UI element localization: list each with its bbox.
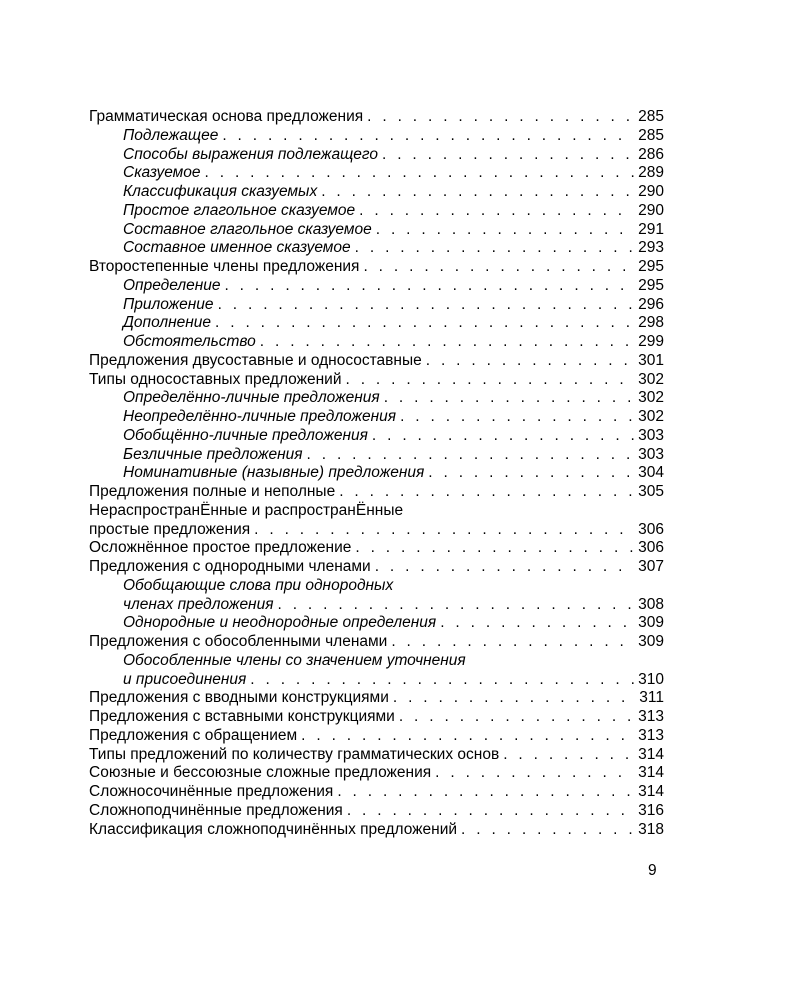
toc-entry-page: 302 xyxy=(638,370,664,388)
toc-entry-title-line1: Обособленные члены со значением уточнения xyxy=(123,651,466,669)
toc-entry-page: 307 xyxy=(638,558,664,575)
toc-entry xyxy=(89,727,664,746)
dot-leader xyxy=(278,596,635,615)
toc-entry-title: Сложносочинённые предложения xyxy=(89,783,334,800)
toc-entry-title: Дополнение xyxy=(123,314,212,332)
toc-entry-page: 314 xyxy=(638,783,664,800)
toc-entry-page: 313 xyxy=(638,708,664,725)
toc-entry-page: 313 xyxy=(638,726,664,744)
toc-entry-page: 309 xyxy=(638,614,664,632)
toc-entry-title: Сказуемое xyxy=(123,164,201,182)
toc-entry-page: 303 xyxy=(638,426,664,444)
toc-entry-page: 285 xyxy=(638,126,664,144)
toc-entry-title: Безличные предложения xyxy=(123,445,303,463)
toc-entry-page: 290 xyxy=(638,201,664,219)
toc-entry-title: Предложения двусоставные и односоставные xyxy=(89,351,422,369)
dot-leader xyxy=(250,671,634,690)
dot-leader xyxy=(503,746,634,765)
toc-entry-title: Приложение xyxy=(123,295,214,313)
toc-entry-title: Неопределённо-личные предложения xyxy=(123,408,397,425)
toc-entry xyxy=(89,108,664,127)
toc-entry-title: Классификация сказуемых xyxy=(123,183,318,200)
dot-leader xyxy=(391,633,634,652)
toc-entry xyxy=(89,427,664,446)
toc-entry xyxy=(89,783,664,802)
toc-entry-page: 305 xyxy=(638,483,664,500)
toc-entry xyxy=(89,352,664,371)
dot-leader xyxy=(339,483,634,502)
toc-entry xyxy=(89,164,664,183)
toc-entry-page: 295 xyxy=(638,258,664,275)
toc-entry-page: 291 xyxy=(638,220,664,238)
toc-entry-title: Предложения с однородными членами xyxy=(89,558,371,575)
toc-entry-title-line1: Обобщающие слова при однородных xyxy=(123,576,394,594)
toc-entry xyxy=(89,464,664,483)
table-of-contents xyxy=(89,108,664,839)
toc-entry-title: Предложения с вставными конструкциями xyxy=(89,708,395,725)
toc-entry-title: Составное именное сказуемое xyxy=(123,239,351,257)
toc-entry xyxy=(89,258,664,277)
dot-leader xyxy=(218,296,635,315)
dot-leader xyxy=(440,614,634,633)
toc-entry-page: 301 xyxy=(638,351,664,369)
toc-entry-page: 309 xyxy=(638,633,664,650)
toc-entry-page: 295 xyxy=(638,276,664,294)
dot-leader xyxy=(426,352,634,371)
dot-leader xyxy=(224,277,634,296)
toc-entry xyxy=(89,389,664,408)
dot-leader xyxy=(393,689,635,708)
toc-entry-title: Определение xyxy=(123,276,221,294)
toc-entry-page: 306 xyxy=(638,520,664,538)
toc-entry-title: Предложения полные и неполные xyxy=(89,483,336,500)
dot-leader xyxy=(461,821,634,840)
dot-leader xyxy=(359,202,634,221)
toc-entry-page: 314 xyxy=(638,745,664,763)
toc-entry-title: Подлежащее xyxy=(123,126,219,144)
toc-entry-title: Обобщённо-личные предложения xyxy=(123,426,368,444)
toc-entry xyxy=(89,821,664,840)
dot-leader xyxy=(399,708,634,727)
toc-entry-page: 298 xyxy=(638,314,664,332)
toc-entry-title: Обстоятельство xyxy=(123,333,256,350)
dot-leader xyxy=(372,427,634,446)
dot-leader xyxy=(307,446,635,465)
toc-entry xyxy=(89,221,664,240)
toc-entry xyxy=(89,596,664,615)
toc-entry xyxy=(89,671,664,690)
toc-entry-title: Составное глагольное сказуемое xyxy=(123,220,372,238)
dot-leader xyxy=(384,389,634,408)
dot-leader xyxy=(428,464,634,483)
toc-entry-title: членах предложения xyxy=(123,595,274,613)
toc-entry-title: Однородные и неоднородные определения xyxy=(123,614,437,632)
toc-entry-page: 290 xyxy=(638,183,664,200)
toc-entry xyxy=(89,708,664,727)
toc-entry xyxy=(89,539,664,558)
toc-entry-page: 302 xyxy=(638,389,664,407)
toc-entry-page: 304 xyxy=(638,464,664,482)
toc-entry-page: 285 xyxy=(638,108,664,125)
toc-entry xyxy=(89,633,664,652)
page-number: 9 xyxy=(648,862,657,879)
toc-entry xyxy=(89,521,664,540)
toc-entry-page: 299 xyxy=(638,333,664,350)
toc-entry-title: Классификация сложноподчинённых предложений xyxy=(89,820,458,838)
dot-leader xyxy=(400,408,634,427)
toc-entry-page: 306 xyxy=(638,539,664,557)
dot-leader xyxy=(337,783,634,802)
toc-entry xyxy=(89,127,664,146)
toc-entry-title: простые предложения xyxy=(89,520,251,538)
toc-entry xyxy=(89,689,664,708)
toc-entry-title: Осложнённое простое предложение xyxy=(89,539,352,557)
toc-entry-page: 296 xyxy=(638,295,664,313)
toc-entry xyxy=(89,183,664,202)
dot-leader xyxy=(376,221,634,240)
toc-entry-title: Типы односоставных предложений xyxy=(89,370,342,388)
toc-entry-title: Простое глагольное сказуемое xyxy=(123,201,356,219)
dot-leader xyxy=(367,108,634,127)
toc-entry xyxy=(89,277,664,296)
toc-entry-page: 310 xyxy=(638,670,664,688)
toc-entry-title: Способы выражения подлежащего xyxy=(123,145,378,163)
toc-entry xyxy=(89,483,664,502)
toc-entry-title: Предложения с обособленными членами xyxy=(89,633,388,650)
dot-leader xyxy=(222,127,634,146)
dot-leader xyxy=(355,239,634,258)
toc-entry-title: Предложения с обращением xyxy=(89,726,298,744)
toc-entry-title: Сложноподчинённые предложения xyxy=(89,801,343,819)
toc-entry xyxy=(89,314,664,333)
toc-entry xyxy=(89,614,664,633)
dot-leader xyxy=(215,314,634,333)
dot-leader xyxy=(355,539,634,558)
dot-leader xyxy=(363,258,634,277)
toc-entry xyxy=(89,333,664,352)
toc-entry xyxy=(89,296,664,315)
toc-entry xyxy=(89,146,664,165)
dot-leader xyxy=(347,802,634,821)
toc-entry-page: 318 xyxy=(638,820,664,838)
toc-entry-page: 289 xyxy=(638,164,664,182)
toc-entry-page: 308 xyxy=(638,595,664,613)
toc-entry xyxy=(89,746,664,765)
toc-entry xyxy=(89,558,664,577)
dot-leader xyxy=(254,521,634,540)
toc-entry-title-line1: НераспространЁнные и распространЁнные xyxy=(89,501,404,519)
toc-entry-page: 311 xyxy=(639,689,664,707)
dot-leader xyxy=(260,333,634,352)
toc-entry-page: 303 xyxy=(638,445,664,463)
toc-entry-title: Грамматическая основа предложения xyxy=(89,108,364,125)
toc-entry-title: Определённо-личные предложения xyxy=(123,389,380,407)
dot-leader xyxy=(301,727,634,746)
toc-entry-title: Предложения с вводными конструкциями xyxy=(89,689,389,707)
toc-entry-title: Союзные и бессоюзные сложные предложения xyxy=(89,764,432,782)
dot-leader xyxy=(382,146,634,165)
toc-entry xyxy=(89,446,664,465)
toc-entry-page: 302 xyxy=(638,408,664,425)
toc-entry-title: Второстепенные члены предложения xyxy=(89,258,360,275)
dot-leader xyxy=(205,164,635,183)
toc-entry xyxy=(89,408,664,427)
toc-entry-page: 286 xyxy=(638,145,664,163)
toc-entry xyxy=(89,202,664,221)
toc-entry xyxy=(89,239,664,258)
toc-entry-title: Номинативные (назывные) предложения xyxy=(123,464,425,482)
toc-entry-page: 293 xyxy=(638,239,664,257)
toc-entry-title: Типы предложений по количеству грамматических основ xyxy=(89,745,500,763)
dot-leader xyxy=(346,371,635,390)
toc-entry-page: 316 xyxy=(638,801,664,819)
toc-entry xyxy=(89,371,664,390)
toc-entry-title: и присоединения xyxy=(123,670,247,688)
dot-leader xyxy=(321,183,634,202)
dot-leader xyxy=(435,764,634,783)
toc-entry-page: 314 xyxy=(638,764,664,782)
dot-leader xyxy=(375,558,634,577)
toc-entry xyxy=(89,764,664,783)
toc-entry xyxy=(89,802,664,821)
